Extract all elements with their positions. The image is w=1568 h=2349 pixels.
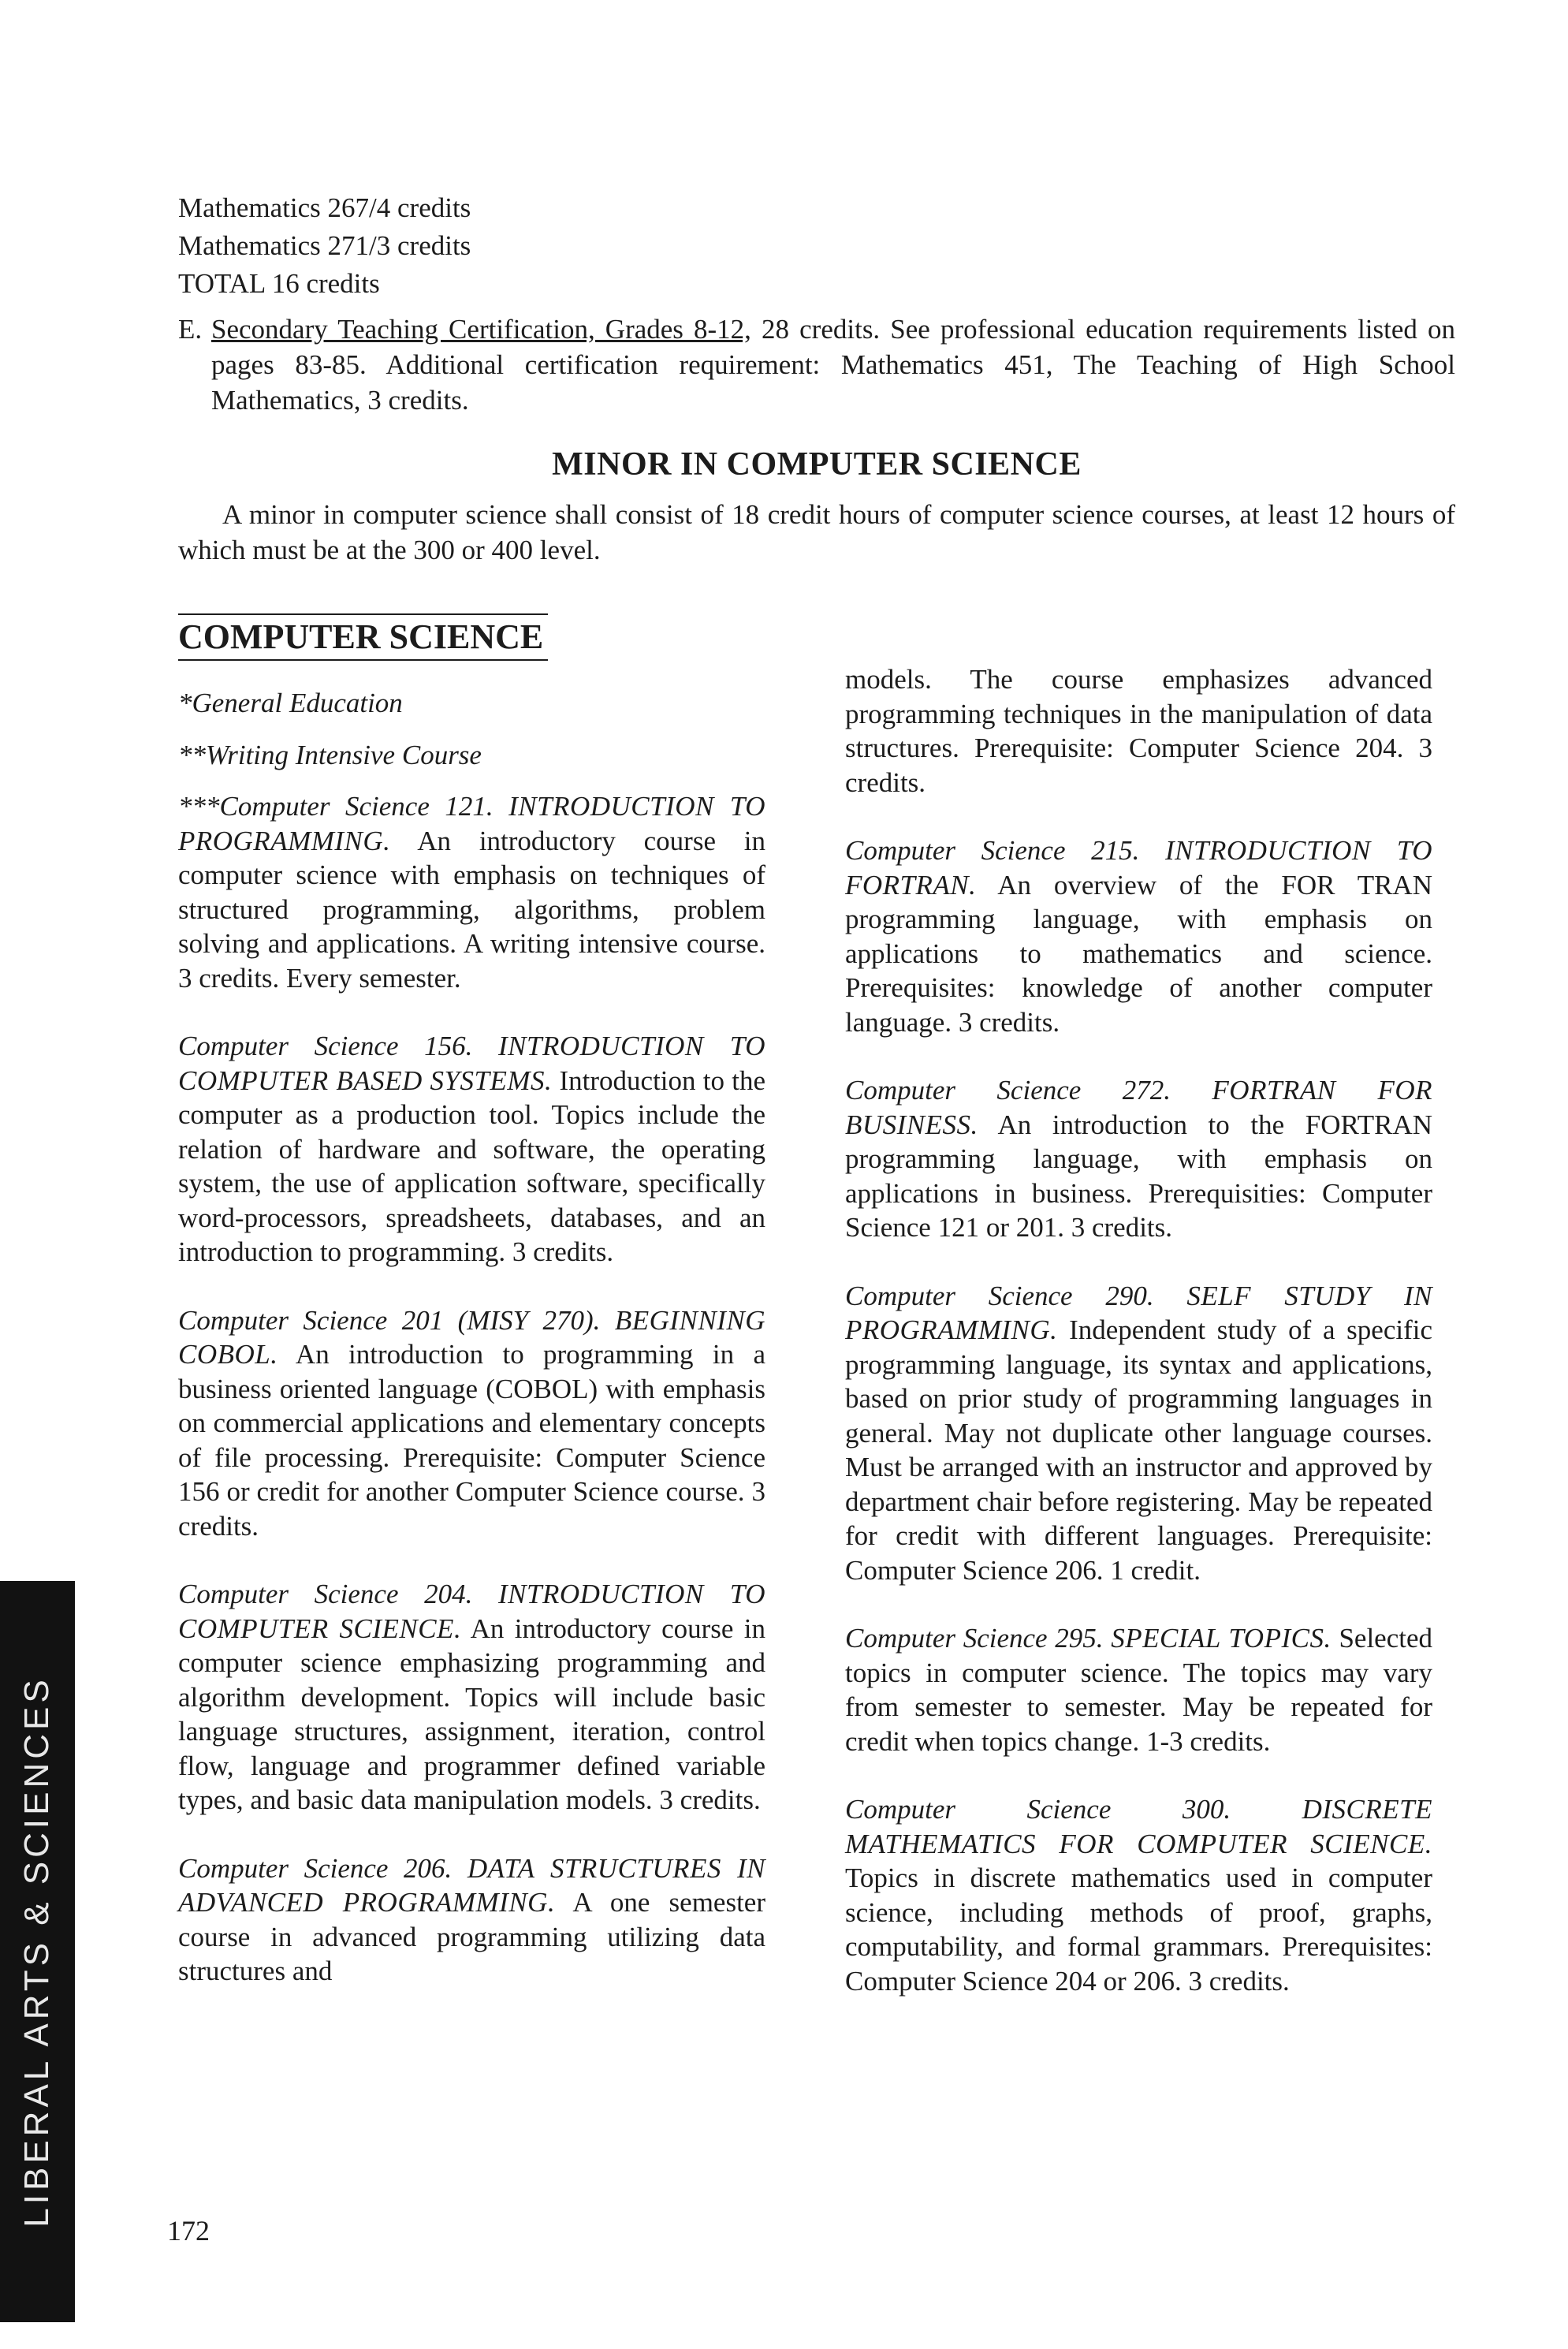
course-description: Selected topics in computer science. The topics may vary from semester to semester. May be repeated for credit when topics change. 1-3 credits. [845,1623,1432,1757]
course-number: Computer Science 300. [845,1794,1231,1825]
course-continuation: models. The course emphasizes advanced programming techniques in the manipulation of data structures. Prerequisite: Computer Science 204. 3 credits. [845,664,1432,798]
right-column [845,662,1432,2032]
course-entry [845,1621,1432,1758]
page-number: 172 [167,2215,210,2246]
course-title: DISCRETE MATHEMATICS FOR COMPUTER SCIENCE. [845,1794,1432,1859]
course-entry [845,1792,1432,1998]
minor-heading: MINOR IN COMPUTER SCIENCE [552,446,1082,483]
course-entry [178,789,765,995]
course-title: DATA STRUCTURES IN ADVANCED PROGRAMMING. [178,1852,766,1918]
section-e-text: 28 credits. See professional education requirements listed on pages 83-85. Additional certification requirement: Mathematics 451, The Teaching of High School Mathematics, 3 credits. [211,314,1455,416]
credit-line: Mathematics 271/3 credits [178,230,471,261]
course-description: Independent study of a specific programming language, its syntax and applications, based on prior study of programming languages in general. May not duplicate other language courses. Must be arranged with an instructor and approved by department chair before registering. May be repeated for credit with different languages. Prerequisite: Computer Science 206. 1 credit. [845,1314,1432,1586]
course-number: Computer Science 201 (MISY 270). [178,1304,601,1336]
course-number: Computer Science 290. [845,1280,1154,1311]
credit-summary [178,189,1440,303]
side-tab-label: LIBERAL ARTS & SCIENCES [17,1676,56,2228]
credit-line: Mathematics 267/4 credits [178,192,471,223]
legend-writing-intensive: **Writing Intensive Course [178,739,482,770]
course-entry [178,1029,765,1270]
course-description: Topics in discrete mathematics used in computer science, including methods of proof, graphs, computability, and formal grammars. Prerequisites: Computer Science 204 or 206. 3 credits. [845,1862,1432,1997]
course-title: INTRODUCTION TO PROGRAMMING. [178,791,765,856]
section-letter: E. [178,314,203,345]
course-entry [845,1279,1432,1588]
section-e-title: Secondary Teaching Certification, Grades 8-12, [211,314,751,345]
course-description: Introduction to the computer as a production tool. Topics include the relation of hardware and software, the operating system, the use of application software, specifically word-processors, spreadsheets, databases, and an introduction to programming. 3 credits. [178,1065,765,1267]
course-number: Computer Science 204. [178,1579,473,1609]
course-title: SELF STUDY IN PROGRAMMING. [845,1280,1432,1345]
computer-science-heading: COMPUTER SCIENCE [178,613,548,661]
course-number: Computer Science 215. [845,835,1140,866]
course-description: An introduction to the FORTRAN programming language, with emphasis on applications in business. Prerequisities: Computer Science 121 or 201. 3 credits. [845,1109,1433,1243]
section-e-body [178,311,1455,418]
course-number: Computer Science 295. [845,1623,1104,1654]
section-side-tab [0,1581,75,2322]
course-description: An overview of the FOR TRAN programming language, with emphasis on applications to mathematics and science. Prerequisites: knowledge of another computer language. 3 credits. [845,869,1432,1038]
course-entry [845,1073,1432,1245]
course-description: An introduction to programming in a business oriented language (COBOL) with emphasis on commercial applications and elementary concepts of file processing. Prerequisite: Computer Science 156 or credit for another Computer Science course. 3 credits. [178,1339,765,1542]
left-column [178,686,765,2023]
course-description: An introductory course in computer science emphasizing programming and algorithm development. Topics will include basic language structures, assignment, iteration, control flow, language and programmer defined variable types, and basic data manipulation models. 3 credits. [178,1613,766,1815]
minor-description: A minor in computer science shall consist of 18 credit hours of computer science courses, at least 12 hours of which must be at the 300 or 400 level. [178,499,1455,565]
legend-general-education: *General Education [178,688,403,718]
course-description: A one semester course in advanced programming utilizing data structures and [178,1887,765,1986]
course-entry [178,1303,765,1544]
course-number: Computer Science 272. [845,1075,1171,1106]
course-entry [178,1577,765,1818]
course-number: Computer Science 156. [178,1031,473,1061]
course-title: BEGINNING COBOL. [178,1304,766,1370]
course-title: INTRODUCTION TO COMPUTER BASED SYSTEMS. [178,1031,765,1096]
course-entry [178,1851,765,1989]
course-title: FORTRAN FOR BUSINESS. [845,1075,1432,1140]
section-e-paragraph [178,311,1455,418]
course-number: Computer Science 206. [178,1852,453,1884]
course-title: SPECIAL TOPICS. [1111,1623,1331,1654]
course-title: INTRODUCTION TO COMPUTER SCIENCE. [178,1579,765,1644]
credit-total: TOTAL 16 credits [178,268,380,299]
course-title: INTRODUCTION TO FORTRAN. [845,835,1432,900]
course-description: An introductory course in computer science with emphasis on techniques of structured programming, algorithms, problem solving and applications. A writing intensive course. 3 credits. Every semester. [178,825,765,994]
course-number: ***Computer Science 121. [178,791,493,822]
course-entry [845,833,1432,1039]
